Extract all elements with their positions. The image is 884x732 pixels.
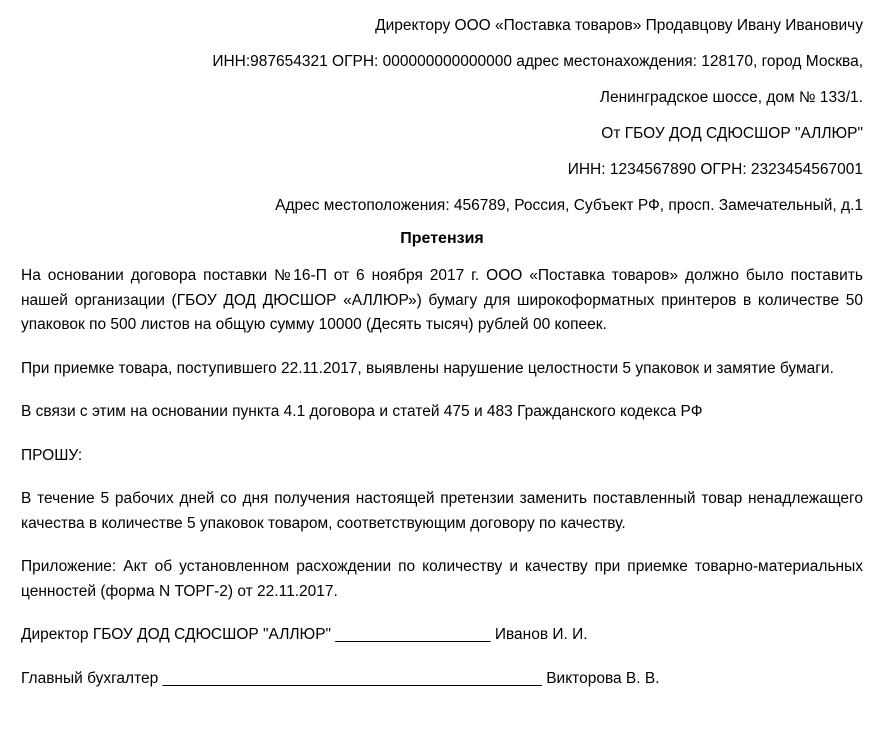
signature-role-chief-accountant: Главный бухгалтер [21,670,159,687]
signature-underline-chief-accountant: ____________________________________________ [162,670,542,687]
sender-organization-line: От ГБОУ ДОД СДЮСШОР "АЛЛЮР" [601,125,863,142]
paragraph-contract-basis: На основании договора поставки №16-П от 6 ноября 2017 г. ООО «Поставка товаров» должно было поставить нашей организации (ГБОУ ДОД ДЮСШОР «АЛЛЮР») бумагу для широкоформатных принтеров в количестве 50 упаковок по 500 листов на общую сумму 10000 (Десять тысяч) рублей 00 копеек. [21,267,863,333]
paragraph-defects-found: При приемке товара, поступившего 22.11.2017, выявлены нарушение целостности 5 упаковок и замятие бумаги. [21,359,834,377]
paragraph-attachment: Приложение: Акт об установленном расхождении по количеству и качеству при приемке товарно-материальных ценностей (форма N ТОРГ-2) от 22.11.2017. [21,558,863,600]
recipient-director-line: Директору ООО «Поставка товаров» Продавцову Ивану Ивановичу [375,17,863,34]
signature-row-director [21,623,863,647]
sender-inn-ogrn-line: ИНН: 1234567890 ОГРН: 2323454567001 [567,161,863,178]
document-title: Претензия [400,230,484,247]
signature-block [21,623,863,691]
sender-address-line: Адрес местоположения: 456789, Россия, Субъект РФ, просп. Замечательный, д.1 [275,197,863,214]
signature-name-chief-accountant: Викторова В. В. [546,670,660,687]
signature-underline-director: __________________ [335,626,491,643]
paragraph-legal-grounds: В связи с этим на основании пункта 4.1 договора и статей 475 и 483 Гражданского кодекса РФ [21,403,703,420]
paragraph-request-heading: ПРОШУ: [21,446,83,464]
paragraph-demand: В течение 5 рабочих дней со дня получения настоящей претензии заменить поставленный товар ненадлежащего качества в количестве 5 упаковок товаром, соответствующим договору по качеству. [21,490,863,532]
signature-row-chief-accountant [21,667,863,691]
signature-name-director: Иванов И. И. [494,626,588,643]
recipient-inn-ogrn-address-line: ИНН:987654321 ОГРН: 000000000000000 адрес местонахождения: 128170, город Москва, [212,53,863,70]
header-block [21,8,863,224]
signature-role-director: Директор ГБОУ ДОД СДЮСШОР "АЛЛЮР" [21,626,332,643]
recipient-street-line: Ленинградское шоссе, дом № 133/1. [599,89,863,106]
